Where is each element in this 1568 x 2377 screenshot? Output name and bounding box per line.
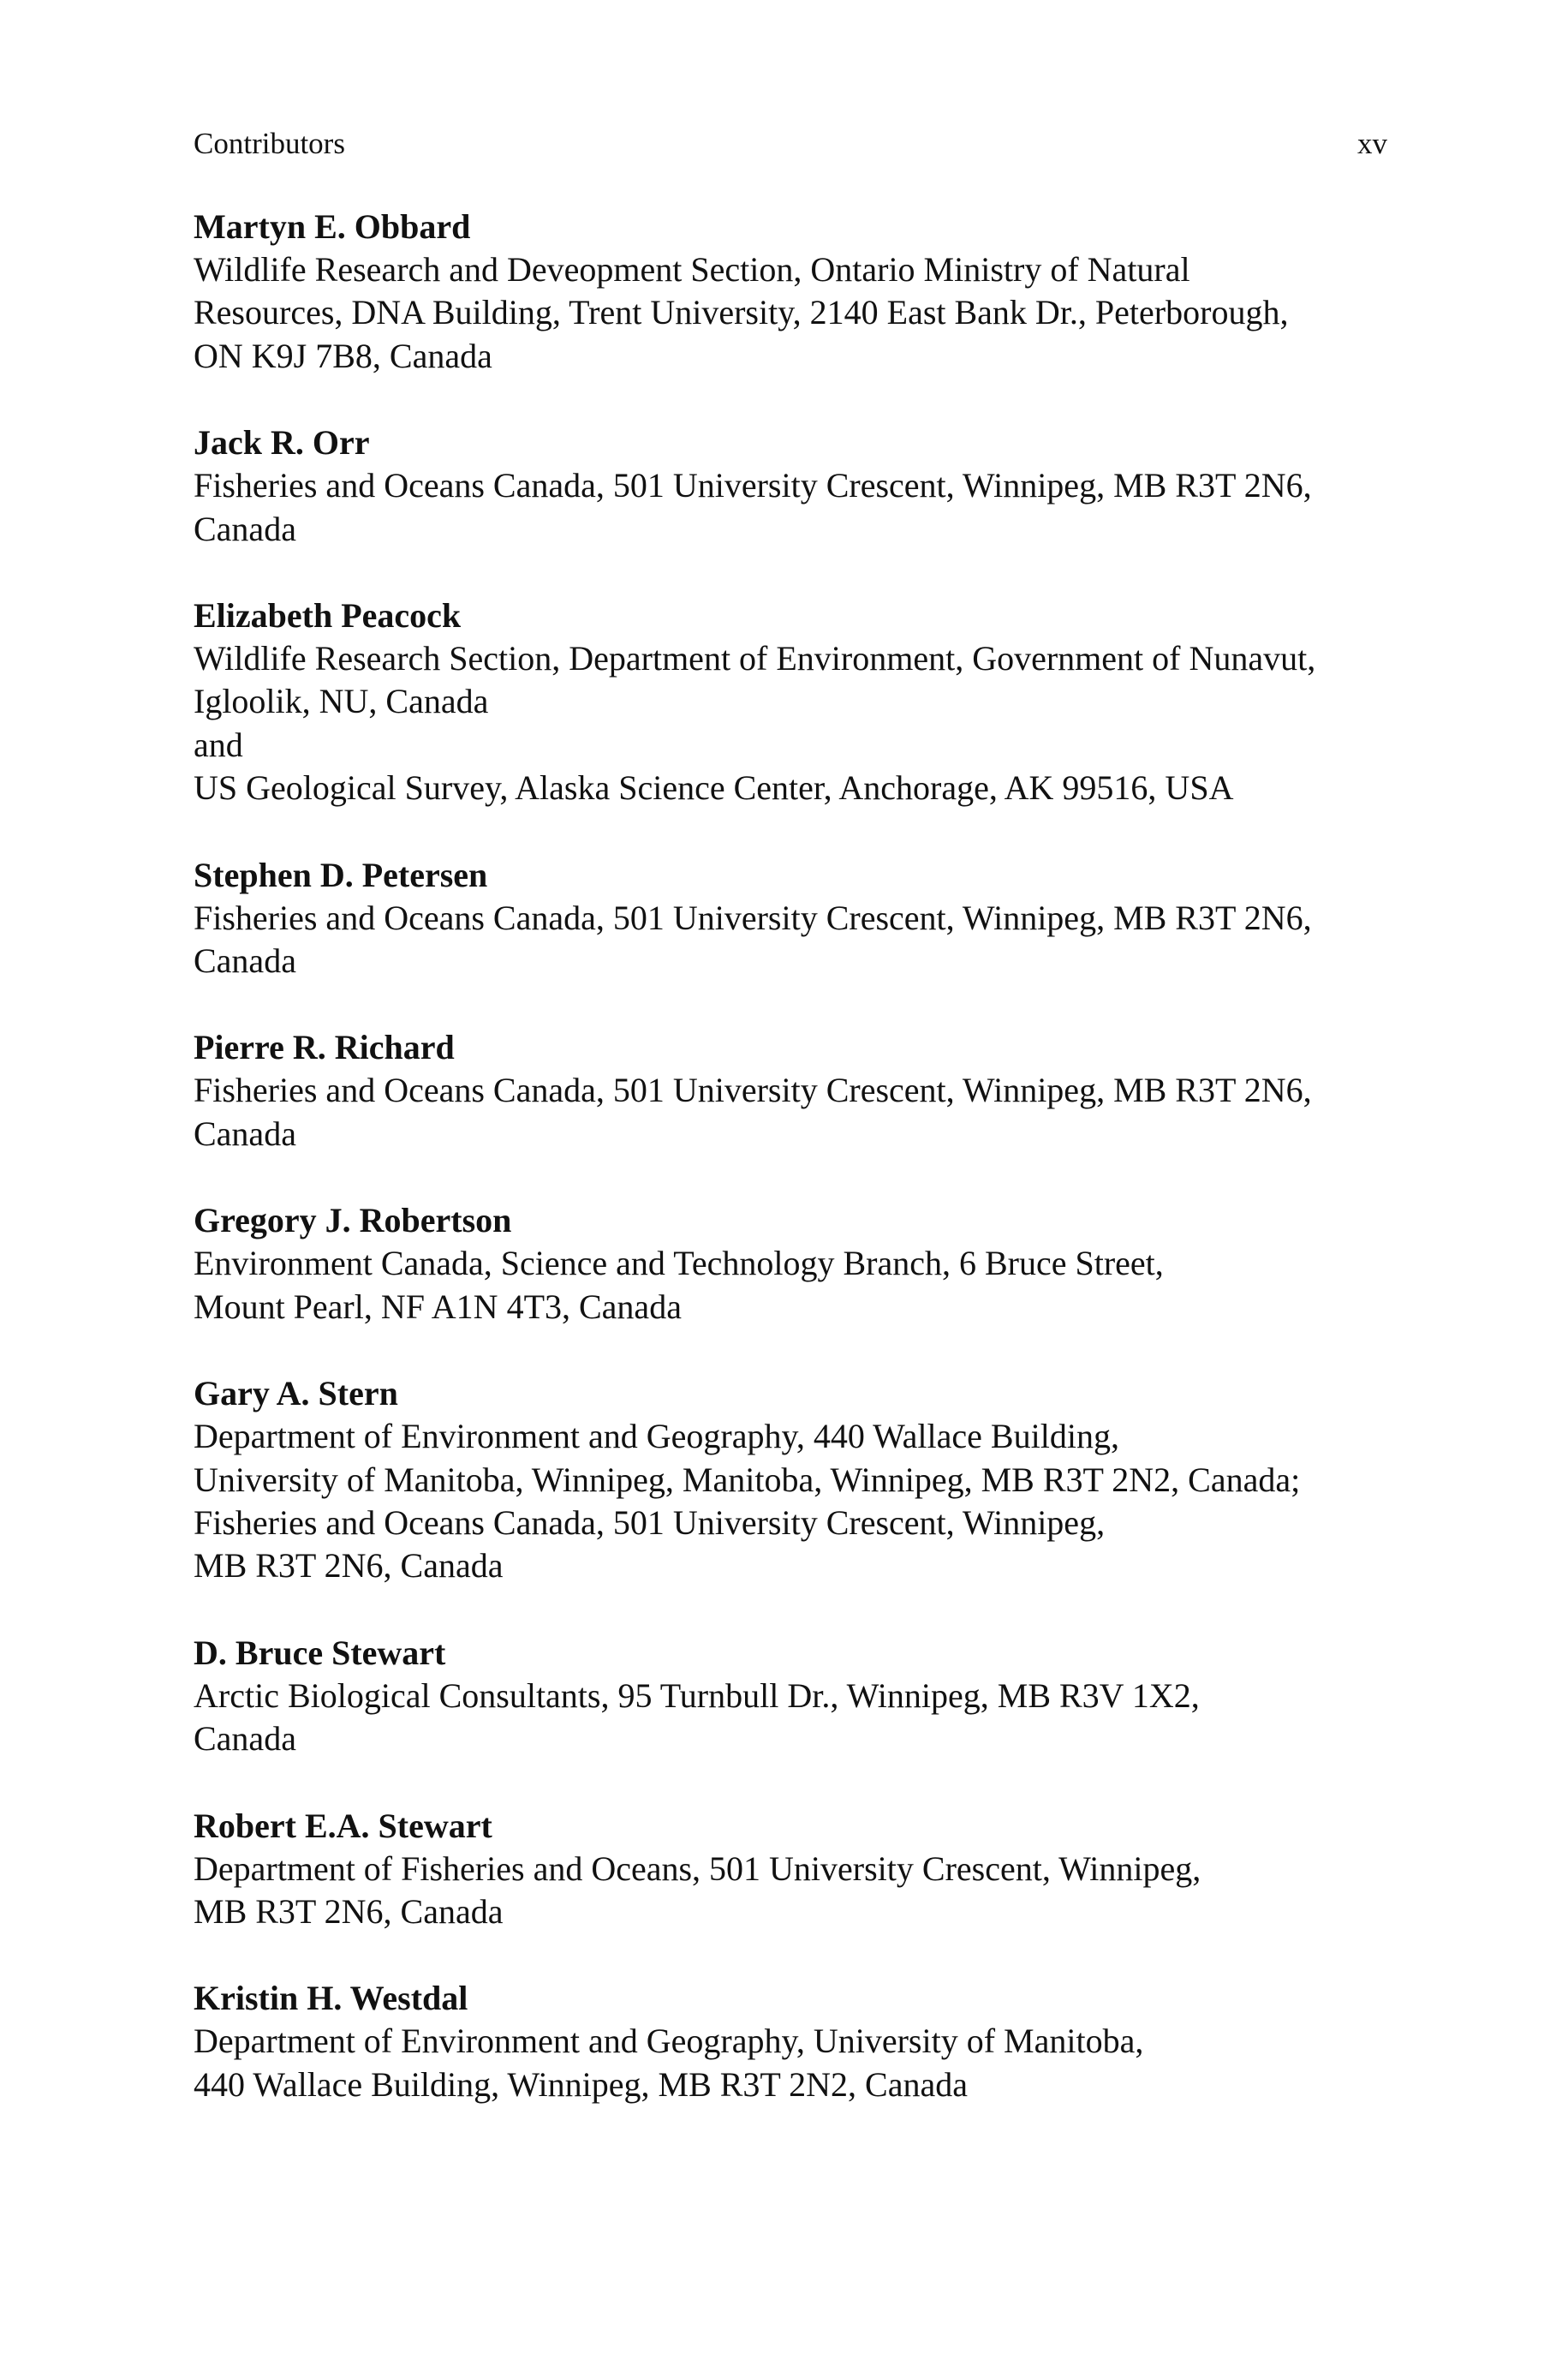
contributor-name: Robert E.A. Stewart bbox=[194, 1806, 492, 1845]
contributor-name: Stephen D. Petersen bbox=[194, 855, 488, 894]
contributor-entry bbox=[194, 1977, 1418, 2106]
affiliation-line: Fisheries and Oceans Canada, 501 University Crescent, Winnipeg, MB R3T 2N6, bbox=[194, 898, 1312, 937]
contributor-entry bbox=[194, 1026, 1418, 1156]
affiliation-line: Wildlife Research and Deveopment Section, Ontario Ministry of Natural bbox=[194, 250, 1190, 289]
affiliation-line: 440 Wallace Building, Winnipeg, MB R3T 2N2, Canada bbox=[194, 2064, 968, 2104]
affiliation-line: Canada bbox=[194, 1719, 296, 1759]
contributor-entry bbox=[194, 1199, 1418, 1329]
contributor-name: Gregory J. Robertson bbox=[194, 1201, 512, 1240]
affiliation-line: Resources, DNA Building, Trent University, 2140 East Bank Dr., Peterborough, bbox=[194, 293, 1289, 332]
contributor-name: Gary A. Stern bbox=[194, 1374, 398, 1413]
affiliation-line: University of Manitoba, Winnipeg, Manitoba, Winnipeg, MB R3T 2N2, Canada; bbox=[194, 1460, 1301, 1499]
contributor-name: Elizabeth Peacock bbox=[194, 596, 462, 636]
contributor-name: Martyn E. Obbard bbox=[194, 207, 471, 246]
affiliation-line: Environment Canada, Science and Technology Branch, 6 Bruce Street, bbox=[194, 1244, 1164, 1283]
affiliation-line: ON K9J 7B8, Canada bbox=[194, 336, 492, 375]
affiliation-line: Canada bbox=[194, 1114, 296, 1153]
contributor-name: Pierre R. Richard bbox=[194, 1028, 455, 1067]
contributor-name: D. Bruce Stewart bbox=[194, 1633, 446, 1672]
contributor-name: Jack R. Orr bbox=[194, 423, 370, 463]
contributor-entry bbox=[194, 206, 1418, 378]
running-header bbox=[194, 125, 1387, 163]
affiliation-line: Mount Pearl, NF A1N 4T3, Canada bbox=[194, 1287, 682, 1326]
affiliation-line: Igloolik, NU, Canada bbox=[194, 682, 489, 721]
affiliation-line: Canada bbox=[194, 941, 296, 981]
affiliation-line: MB R3T 2N6, Canada bbox=[194, 1891, 504, 1931]
affiliation-line: Fisheries and Oceans Canada, 501 University Crescent, Winnipeg, MB R3T 2N6, bbox=[194, 1071, 1312, 1110]
affiliation-line: Arctic Biological Consultants, 95 Turnbull Dr., Winnipeg, MB R3V 1X2, bbox=[194, 1675, 1200, 1715]
affiliation-line: Wildlife Research Section, Department of Environment, Government of Nunavut, bbox=[194, 639, 1316, 678]
contributor-list bbox=[194, 206, 1418, 2106]
affiliation-line: and bbox=[194, 725, 243, 764]
affiliation-line: Fisheries and Oceans Canada, 501 University Crescent, Winnipeg, bbox=[194, 1502, 1106, 1542]
contributor-entry bbox=[194, 1805, 1418, 1934]
affiliation-line: Fisheries and Oceans Canada, 501 University Crescent, Winnipeg, MB R3T 2N6, bbox=[194, 466, 1312, 505]
affiliation-line: Canada bbox=[194, 509, 296, 548]
page-number: xv bbox=[1357, 127, 1387, 160]
contributor-entry bbox=[194, 1372, 1418, 1588]
affiliation-line: Department of Environment and Geography, University of Manitoba, bbox=[194, 2022, 1144, 2061]
affiliation-line: US Geological Survey, Alaska Science Center, Anchorage, AK 99516, USA bbox=[194, 768, 1234, 808]
contributor-name: Kristin H. Westdal bbox=[194, 1979, 468, 2018]
contributor-entry bbox=[194, 1632, 1418, 1761]
affiliation-line: Department of Fisheries and Oceans, 501 University Crescent, Winnipeg, bbox=[194, 1848, 1201, 1888]
contributor-entry bbox=[194, 854, 1418, 983]
affiliation-line: MB R3T 2N6, Canada bbox=[194, 1546, 504, 1586]
contributor-entry bbox=[194, 594, 1418, 810]
contributor-entry bbox=[194, 421, 1418, 551]
affiliation-line: Department of Environment and Geography, 440 Wallace Building, bbox=[194, 1417, 1119, 1456]
section-title: Contributors bbox=[194, 127, 345, 160]
